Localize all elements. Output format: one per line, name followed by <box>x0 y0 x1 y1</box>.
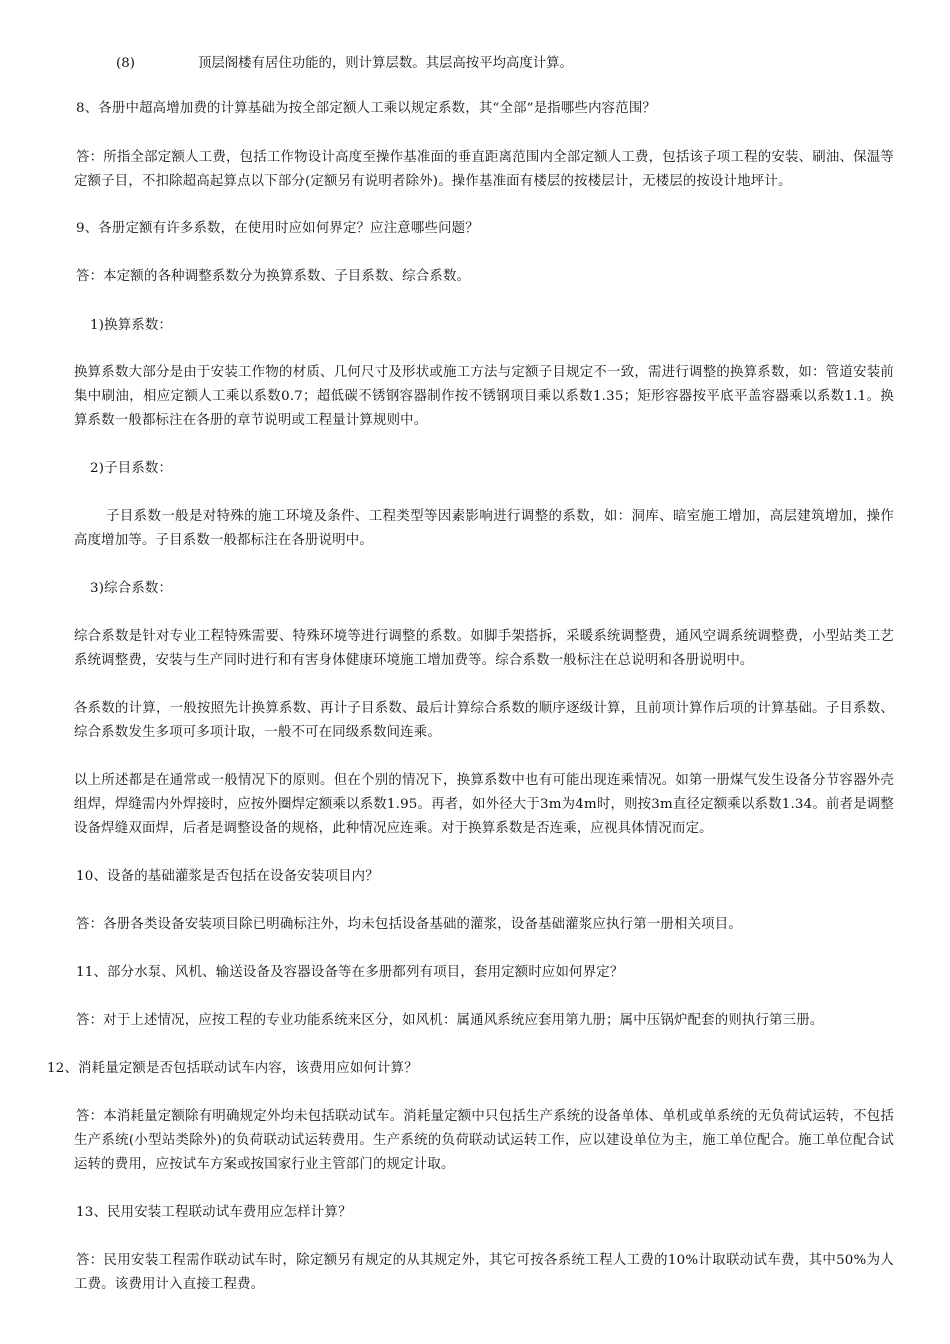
heading-composite-coefficient: 3)综合系数： <box>90 581 173 596</box>
heading-conversion-coefficient: 1)换算系数： <box>90 318 173 333</box>
paragraph-composite-coefficient: 综合系数是针对专业工程特殊需要、特殊环境等进行调整的系数。如脚手架搭拆，采暖系统调整费，通风空调系统调整费，小型站类工艺系统调整费，安装与生产同时进行和有害身体健康环境施工增加费等。综合系数一般标注在总说明和各册说明中。 <box>74 629 894 668</box>
item-8-marker: (8) <box>116 56 135 71</box>
answer-8: 答：所指全部定额人工费，包括工作物设计高度至操作基准面的垂直距离范围内全部定额人工费，包括该子项工程的安装、刷油、保温等定额子目，不扣除超高起算点以下部分(定额另有说明者除外)。操作基准面有楼层的按楼层计，无楼层的按设计地坪计。 <box>74 150 894 189</box>
heading-subitem-coefficient: 2)子目系数： <box>90 461 173 476</box>
paragraph-calculation-order: 各系数的计算，一般按照先计换算系数、再计子目系数、最后计算综合系数的顺序逐级计算，且前项计算作后项的计算基础。子目系数、综合系数发生多项可多项计取，一般不可在同级系数间连乘。 <box>74 701 894 740</box>
question-12: 12、消耗量定额是否包括联动试车内容，该费用应如何计算？ <box>47 1061 418 1076</box>
item-8-text: 顶层阁楼有居住功能的，则计算层数。其层高按平均高度计算。 <box>198 56 573 71</box>
paragraph-conversion-coefficient: 换算系数大部分是由于安装工作物的材质、几何尺寸及形状或施工方法与定额子目规定不一致，需进行调整的换算系数，如：管道安装前集中刷油，相应定额人工乘以系数0.7；超低碳不锈钢容器制作按不锈钢项目乘以系数1.35；矩形容器按平底平盖容器乘以系数1.1。换算系数一般都标注在各册的章节说明或工程量计算规则中。 <box>74 365 894 428</box>
paragraph-special-cases: 以上所述都是在通常或一般情况下的原则。但在个别的情况下，换算系数中也有可能出现连乘情况。如第一册煤气发生设备分节容器外壳组焊，焊缝需内外焊接时，应按外圈焊定额乘以系数1.95。再者，如外径大于3m为4m时，则按3m直径定额乘以系数1.34。前者是调整设备焊缝双面焊，后者是调整设备的规格，此种情况应连乘。对于换算系数是否连乘，应视具体情况而定。 <box>74 773 894 836</box>
answer-9-intro: 答：本定额的各种调整系数分为换算系数、子目系数、综合系数。 <box>76 269 471 284</box>
answer-10: 答：各册各类设备安装项目除已明确标注外，均未包括设备基础的灌浆，设备基础灌浆应执行第一册相关项目。 <box>76 917 742 932</box>
question-11: 11、部分水泵、风机、输送设备及容器设备等在多册都列有项目，套用定额时应如何界定？ <box>76 965 624 980</box>
question-10: 10、设备的基础灌浆是否包括在设备安装项目内？ <box>76 869 379 884</box>
answer-13: 答：民用安装工程需作联动试车时，除定额另有规定的从其规定外，其它可按各系统工程人工费的10%计取联动试车费，其中50%为人工费。该费用计入直接工程费。 <box>74 1253 894 1292</box>
paragraph-subitem-coefficient: 子目系数一般是对特殊的施工环境及条件、工程类型等因素影响进行调整的系数，如：洞库、暗室施工增加，高层建筑增加，操作高度增加等。子目系数一般都标注在各册说明中。 <box>74 509 894 548</box>
question-8: 8、各册中超高增加费的计算基础为按全部定额人工乘以规定系数，其“全部”是指哪些内容范围？ <box>76 101 657 116</box>
answer-11: 答：对于上述情况，应按工程的专业功能系统来区分，如风机：属通风系统应套用第九册；属中压锅炉配套的则执行第三册。 <box>76 1013 824 1028</box>
question-9: 9、各册定额有许多系数，在使用时应如何界定？应注意哪些问题？ <box>76 221 479 236</box>
question-13: 13、民用安装工程联动试车费用应怎样计算？ <box>76 1205 352 1220</box>
answer-12: 答：本消耗量定额除有明确规定外均未包括联动试车。消耗量定额中只包括生产系统的设备单体、单机或单系统的无负荷试运转，不包括生产系统(小型站类除外)的负荷联动试运转费用。生产系统的负荷联动试运转工作，应以建设单位为主，施工单位配合。施工单位配合试运转的费用，应按试车方案或按国家行业主管部门的规定计取。 <box>74 1109 894 1172</box>
